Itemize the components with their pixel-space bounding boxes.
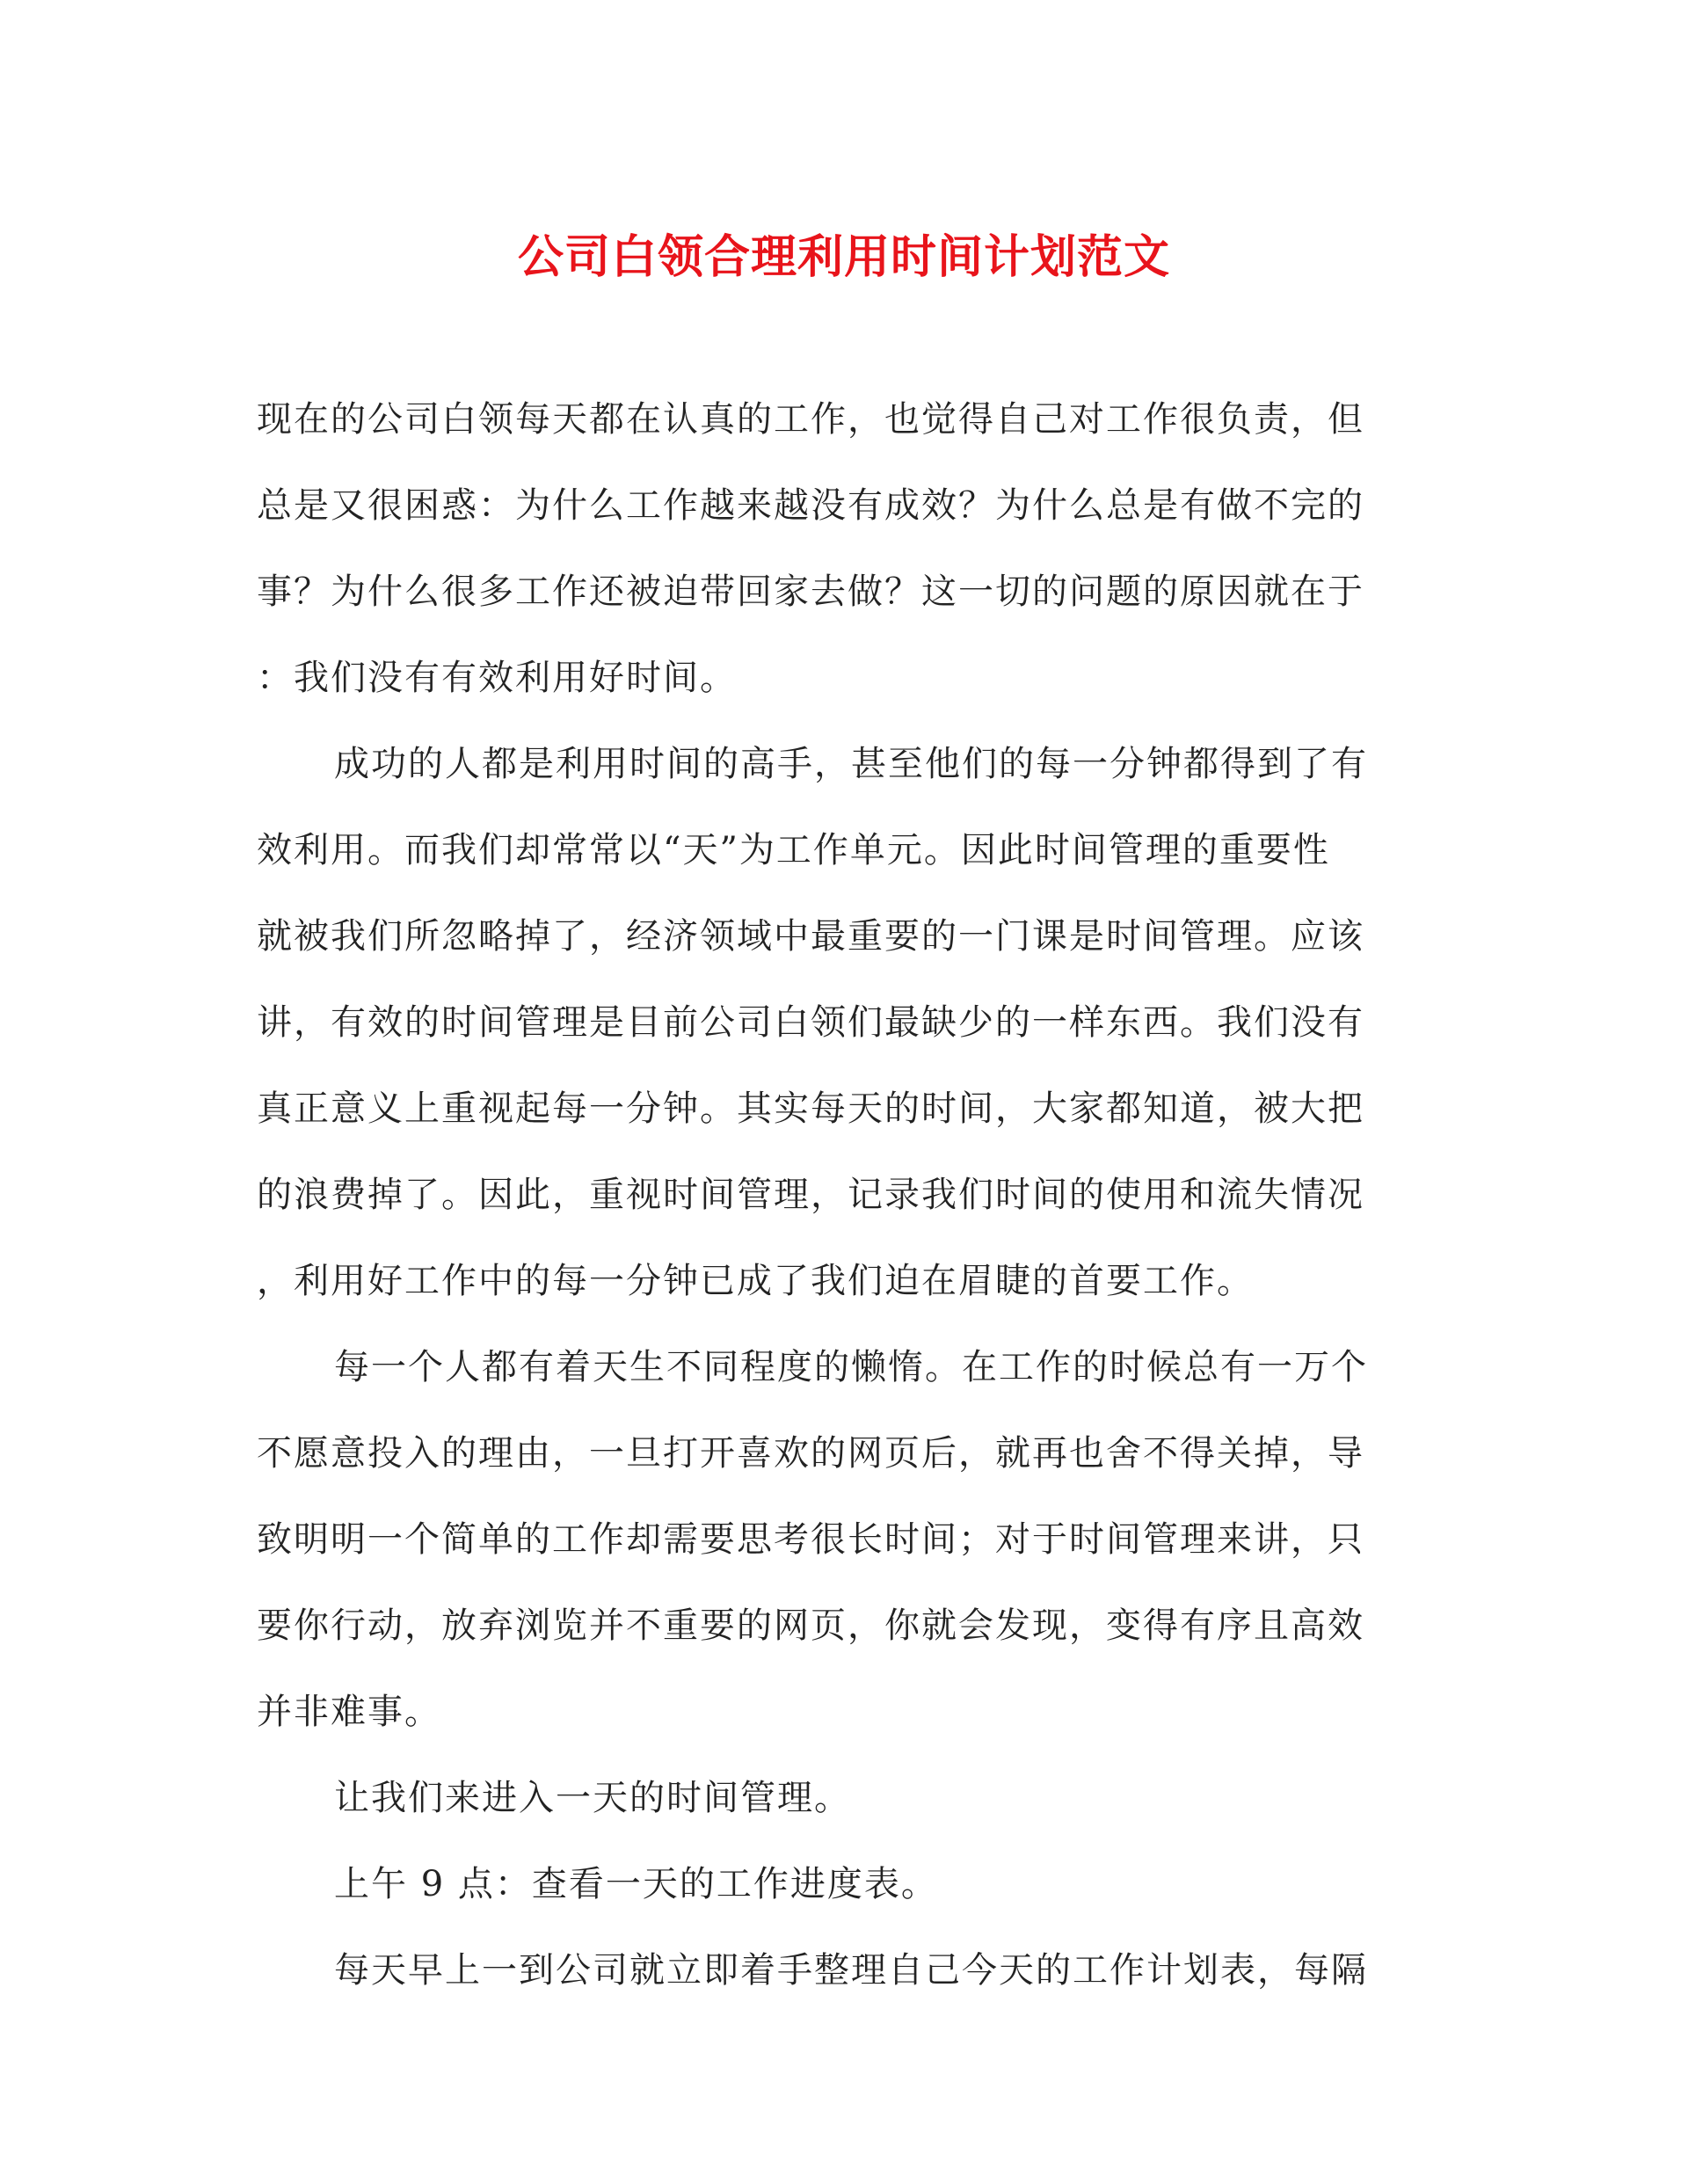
text-line: 总是又很困惑：为什么工作越来越没有成效？为什么总是有做不完的 [257,485,1364,526]
text-line: 的浪费掉了。因此，重视时间管理，记录我们时间的使用和流失情况 [257,1175,1364,1215]
paragraph-4 [257,1755,1417,1841]
text-line: 要你行动，放弃浏览并不重要的网页，你就会发现，变得有序且高效 [257,1605,1364,1646]
text-line: 事？为什么很多工作还被迫带回家去做？这一切的问题的原因就在于 [257,571,1364,612]
document-body [257,376,1417,2013]
text-line: 每一个人都有着天生不同程度的懒惰。在工作的时候总有一万个 [334,1347,1368,1387]
text-line: 不愿意投入的理由，一旦打开喜欢的网页后，就再也舍不得关掉，导 [257,1433,1364,1474]
paragraph-3 [257,1324,1417,1755]
text-line: 并非难事。 [257,1692,441,1732]
text-line: ：我们没有有效利用好时间。 [257,658,737,698]
text-line: 每天早上一到公司就立即着手整理自己今天的工作计划表，每隔 [334,1950,1368,1991]
paragraph-6 [257,1927,1417,2013]
text-line: 致明明一个简单的工作却需要思考很长时间；对于时间管理来讲，只 [257,1519,1364,1560]
paragraph-5 [257,1841,1417,1927]
paragraph-2 [257,721,1417,1324]
text-line: 讲，有效的时间管理是目前公司白领们最缺少的一样东西。我们没有 [257,1002,1364,1043]
text-line: 现在的公司白领每天都在认真的工作，也觉得自己对工作很负责，但 [257,399,1364,440]
paragraph-1 [257,376,1417,721]
text-line: 上午 9 点：查看一天的工作进度表。 [334,1864,938,1904]
text-line: 就被我们所忽略掉了，经济领域中最重要的一门课是时间管理。应该 [257,916,1364,957]
text-line: 成功的人都是利用时间的高手，甚至他们的每一分钟都得到了有 [334,744,1368,784]
text-line: 真正意义上重视起每一分钟。其实每天的时间，大家都知道，被大把 [257,1088,1364,1129]
text-line: 让我们来进入一天的时间管理。 [334,1778,851,1818]
text-line: ，利用好工作中的每一分钟已成了我们迫在眉睫的首要工作。 [257,1261,1254,1301]
document-title: 公司白领合理利用时间计划范文 [517,230,1170,284]
text-line: 效利用。而我们却常常以“天”为工作单元。因此时间管理的重要性 [257,830,1330,870]
